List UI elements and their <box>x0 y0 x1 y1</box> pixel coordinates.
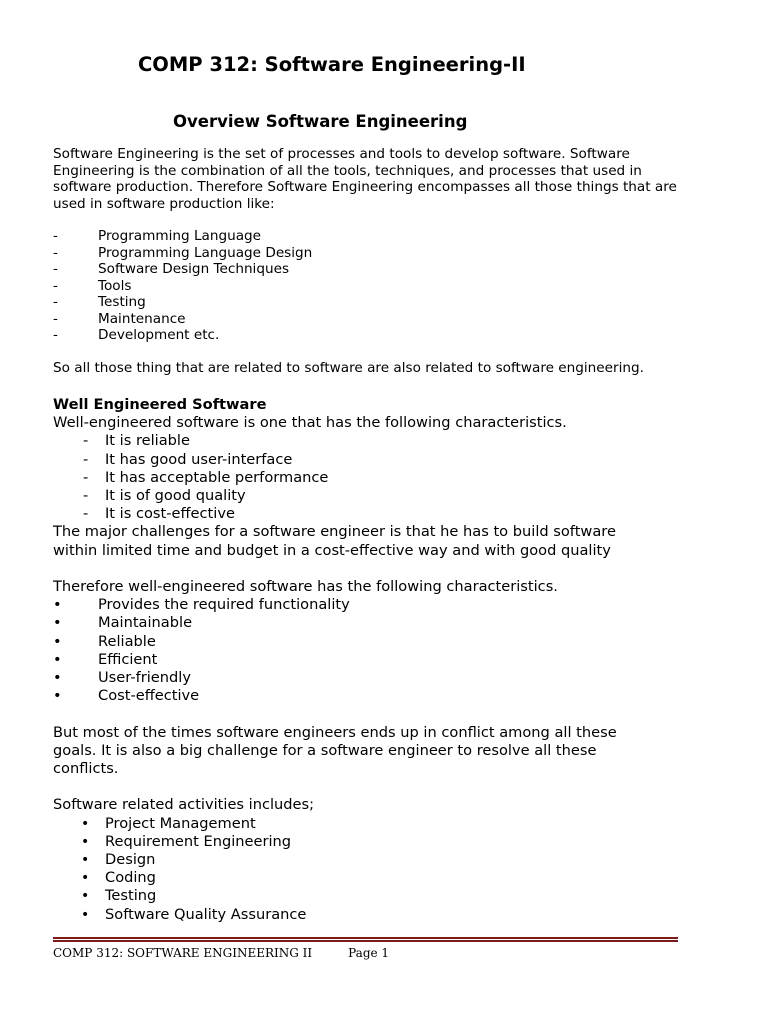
list-item: - Tools <box>53 277 132 294</box>
section-title: Overview Software Engineering <box>173 112 468 131</box>
therefore-text: Therefore well-engineered software has the following characteristics. <box>53 578 558 596</box>
list-item: - Software Design Techniques <box>53 261 290 277</box>
list-item: • Testing <box>81 887 157 905</box>
list-item: - It has acceptable performance <box>83 468 329 486</box>
footer-course: COMP 312: SOFTWARE ENGINEERING II <box>53 946 313 960</box>
list-item: • Coding <box>81 869 156 887</box>
well-engineered-section <box>53 396 693 924</box>
list-item: - It is of good quality <box>83 487 246 505</box>
list-item: • User-friendly <box>53 669 191 687</box>
intro-paragraph <box>53 146 693 212</box>
footer-rule <box>53 937 678 942</box>
conflict-text: But most of the times software engineers ends up in conflict among all these <box>53 723 617 741</box>
list-item: - It is reliable <box>83 432 190 450</box>
list-item: - It has good user-interface <box>83 450 293 468</box>
list-item: - Programming Language <box>53 228 262 244</box>
list-item: • Maintainable <box>53 614 193 632</box>
list-item: • Provides the required functionality <box>53 596 350 614</box>
list-item: • Design <box>81 851 156 869</box>
challenge-text: The major challenges for a software engineer is that he has to build software <box>53 523 616 541</box>
list-item: • Reliable <box>53 632 156 650</box>
page-number: Page 1 <box>348 946 390 960</box>
list-item: - Development etc. <box>53 327 220 343</box>
conflict-text: conflicts. <box>53 760 119 778</box>
list-item: - It is cost-effective <box>83 505 235 523</box>
section-lead: Well-engineered software is one that has the following characteristics. <box>53 414 567 432</box>
list-item: • Efficient <box>53 650 158 668</box>
intro-text: Software Engineering is the set of processes and tools to develop software. Software Engineering is the combination of all the tools, techniques, and processes that used in software production. Therefore Software Engineering encompasses all those things that are used in software production like: <box>53 146 677 212</box>
footer-rule-line <box>53 937 678 939</box>
list-item: - Programming Language Design <box>53 244 313 261</box>
intro-note: So all those thing that are related to software are also related to software engineering. <box>53 360 644 376</box>
footer-rule-line <box>53 940 678 942</box>
intro-list <box>53 228 312 344</box>
list-item: • Project Management <box>81 814 256 832</box>
section-heading: Well Engineered Software <box>53 396 267 413</box>
activities-lead: Software related activities includes; <box>53 796 315 814</box>
page-footer <box>53 946 389 960</box>
challenge-text: within limited time and budget in a cost-effective way and with good quality <box>53 541 611 559</box>
list-item: • Requirement Engineering <box>81 832 292 850</box>
list-item: • Software Quality Assurance <box>81 905 307 923</box>
list-item: - Maintenance <box>53 310 186 327</box>
list-item: - Testing <box>53 294 146 310</box>
conflict-text: goals. It is also a big challenge for a software engineer to resolve all these <box>53 741 597 759</box>
document-title: COMP 312: Software Engineering-II <box>138 53 526 76</box>
list-item: • Cost-effective <box>53 687 200 705</box>
